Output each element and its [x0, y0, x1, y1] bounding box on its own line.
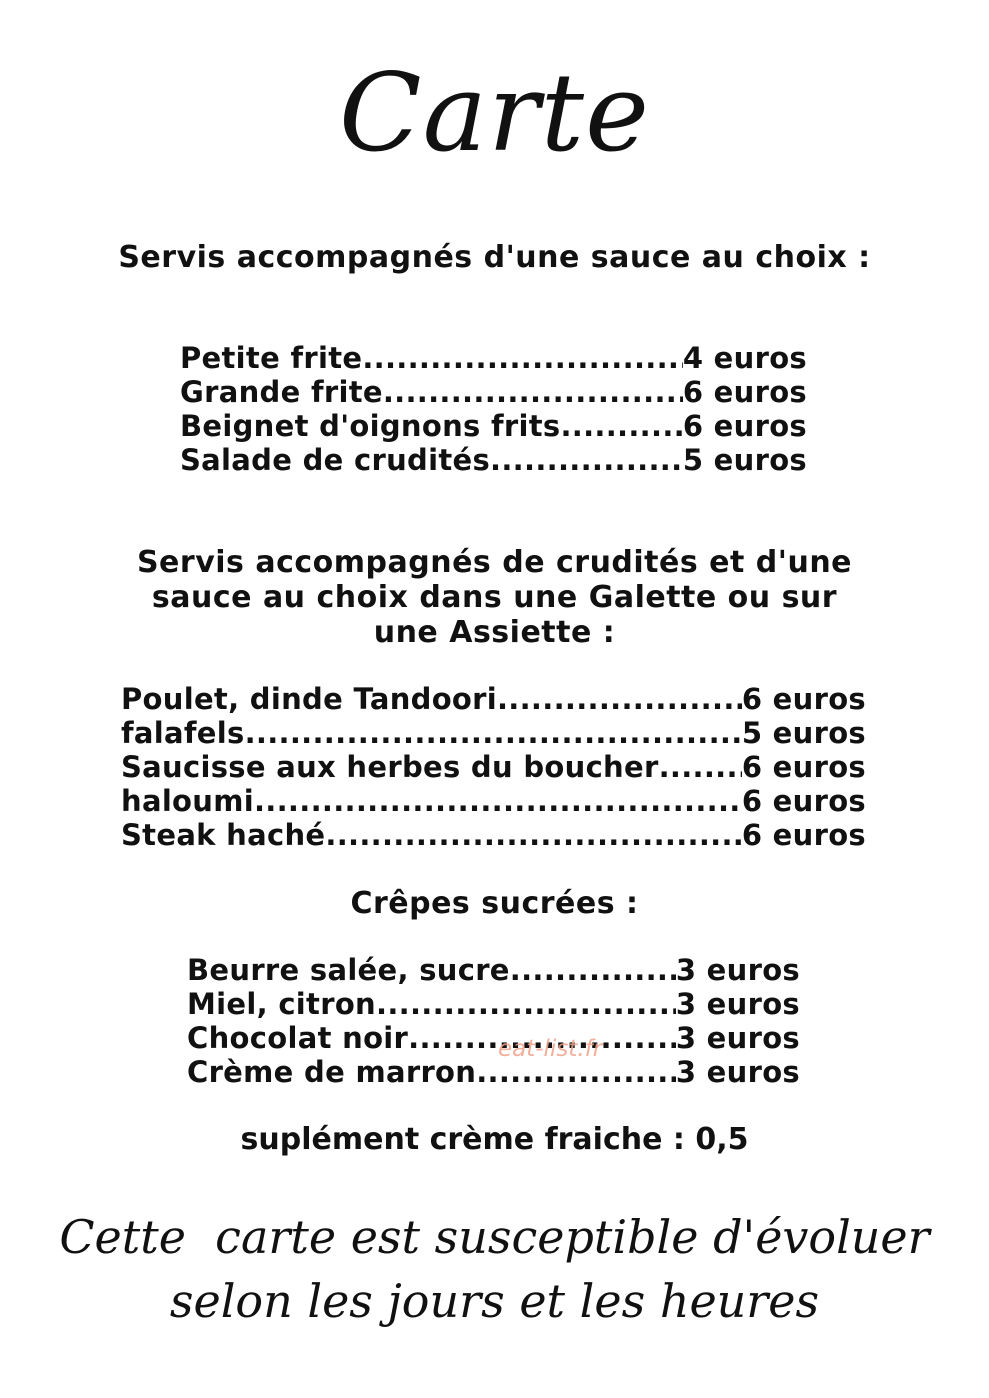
item-price: 5 euros [682, 443, 807, 477]
item-price: 6 euros [741, 750, 866, 784]
menu-item [121, 682, 866, 716]
item-price: 4 euros [682, 341, 807, 375]
item-price: 3 euros [675, 1055, 800, 1089]
heading-line: Servis accompagnés de crudités et d'une [136, 545, 853, 580]
menu-item [180, 341, 807, 375]
item-price: 5 euros [741, 716, 866, 750]
heading-line: sauce au choix dans une Galette ou sur [151, 580, 838, 615]
footer-line: Cette carte est susceptible d'évoluer [59, 1210, 930, 1264]
menu-item [121, 784, 866, 818]
menu-item [187, 1021, 800, 1055]
item-label: Saucisse aux herbes du boucher [121, 750, 659, 784]
leader-dots [497, 682, 742, 716]
section-heading-crepes: Crêpes sucrées : [350, 886, 639, 921]
leader-dots [490, 443, 683, 477]
footer-line: selon les jours et les heures [169, 1274, 820, 1328]
item-label: Poulet, dinde Tandoori [121, 682, 497, 716]
item-price: 3 euros [675, 953, 800, 987]
section-heading-galette [0, 545, 989, 650]
menu-section-galette [121, 682, 866, 852]
menu-item [121, 818, 866, 852]
menu-item [187, 1055, 800, 1089]
menu-item [187, 987, 800, 1021]
leader-dots [254, 784, 742, 818]
leader-dots [245, 716, 742, 750]
menu-item [121, 750, 866, 784]
item-price: 6 euros [682, 375, 807, 409]
menu-item [180, 443, 807, 477]
footer-note [0, 1205, 989, 1333]
leader-dots [383, 375, 683, 409]
heading-line: une Assiette : [373, 615, 616, 650]
leader-dots [325, 818, 741, 852]
item-label: Crème de marron [187, 1055, 477, 1089]
leader-dots [376, 987, 676, 1021]
item-label: Beurre salée, sucre [187, 953, 510, 987]
section-heading-sauce: Servis accompagnés d'une sauce au choix : [118, 240, 871, 275]
item-price: 6 euros [741, 818, 866, 852]
item-price: 3 euros [675, 987, 800, 1021]
menu-item [180, 375, 807, 409]
leader-dots [659, 750, 742, 784]
item-price: 3 euros [675, 1021, 800, 1055]
menu-title: Carte [339, 51, 650, 176]
watermark: eat-list.fr [498, 1036, 603, 1062]
menu-section-crepes [187, 953, 800, 1089]
item-price: 6 euros [741, 682, 866, 716]
leader-dots [560, 409, 682, 443]
menu-item [187, 953, 800, 987]
item-price: 6 euros [682, 409, 807, 443]
item-label: falafels [121, 716, 245, 750]
item-label: Miel, citron [187, 987, 376, 1021]
item-label: Chocolat noir [187, 1021, 409, 1055]
item-price: 6 euros [741, 784, 866, 818]
menu-section-sides [180, 341, 807, 477]
leader-dots [362, 341, 682, 375]
supplement-note: suplément crème fraiche : 0,5 [240, 1122, 749, 1157]
item-label: Salade de crudités [180, 443, 491, 477]
menu-item [121, 716, 866, 750]
leader-dots [510, 953, 676, 987]
item-label: Grande frite [180, 375, 383, 409]
item-label: Petite frite [180, 341, 363, 375]
item-label: Steak haché [121, 818, 326, 852]
item-label: haloumi [121, 784, 254, 818]
item-label: Beignet d'oignons frits [180, 409, 561, 443]
menu-item [180, 409, 807, 443]
